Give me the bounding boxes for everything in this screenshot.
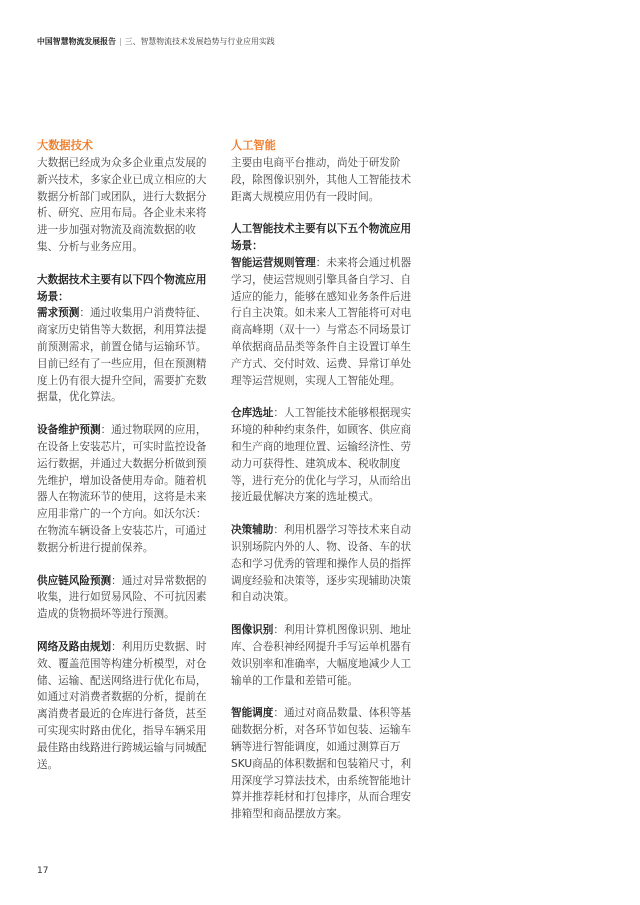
- ai-scenario-4: [231, 622, 413, 689]
- chapter-title: 三、智慧物流技术发展趋势与行业应用实践: [124, 37, 275, 46]
- ai-scenario-5: [231, 705, 413, 823]
- item-text: ：通过物联网的应用，在设备上安装芯片，可实时监控设备运行数据，并通过大数据分析做到预先维护，增加设备使用寿命。随着机器人在物流环节的使用，这将是未来应用非常广的一个方向。如沃尔沃：在物流车辆设备上安装芯片，可通过数据分析进行提前保养。: [37, 424, 207, 554]
- big-data-intro: 大数据已经成为众多企业重点发展的新兴技术，多家企业已成立相应的大数据分析部门或团队，进行大数据分析、研究、应用布局。各企业未来将进一步加强对物流及商流数据的收集、分析与业务应用。: [37, 157, 207, 253]
- left-column: [37, 138, 217, 789]
- section-title-ai: 人工智能: [231, 139, 276, 152]
- item-text: ：通过对异常数据的收集，进行如贸易风险、不可抗因素造成的货物损坏等进行预测。: [37, 574, 207, 621]
- ai-scenario-1: [231, 221, 413, 389]
- item-text: ：利用机器学习等技术来自动识别场院内外的人、物、设备、车的状态和学习优秀的管理和操作人员的指挥调度经验和决策等，逐步实现辅助决策和自动决策。: [231, 524, 412, 604]
- item-text: ：未来将会通过机器学习，使运营规则引擎具备自学习、自适应的能力，能够在感知业务条件后进行自主决策。如未来人工智能将可对电商高峰期（双十一）与常态不同场景订单依据商品品类等条件自主设置订单生产方式、交付时效、运费、异常订单处理等运营规则，实现人工智能处理。: [231, 256, 412, 387]
- ai-scenarios-lead: 人工智能技术主要有以下五个物流应用场景：: [231, 223, 412, 253]
- item-text: ：通过收集用户消费特征、商家历史销售等大数据，利用算法提前预测需求，前置仓储与运输环节。目前已经有了一些应用，但在预测精度上仍有很大提升空间，需要扩充数据量，优化算法。: [37, 307, 207, 404]
- item-text: ：人工智能技术能够根据现实环境的种种约束条件，如顾客、供应商和生产商的地理位置、运输经济性、劳动力可获得性、建筑成本、税收制度等，进行充分的优化与学习，从而给出接近最优解决方案的选址模式。: [231, 407, 412, 504]
- item-text: ：利用历史数据、时效、覆盖范围等构建分析模型，对仓储、运输、配送网络进行优化布局，如通过对消费者数据的分析，提前在离消费者最近的仓库进行备货，甚至可实现实时路由优化，指导车辆采用最佳路由线路进行跨城运输与同城配送。: [37, 640, 207, 771]
- big-data-scenario-3: [37, 573, 217, 623]
- big-data-scenario-4: [37, 639, 217, 773]
- right-column: [231, 138, 413, 839]
- big-data-scenario-2: [37, 422, 217, 556]
- item-term: 设备维护预测: [37, 424, 101, 437]
- ai-scenario-2: [231, 405, 413, 506]
- section-title-big-data: 大数据技术: [37, 139, 93, 152]
- item-text: ：利用计算机图像识别、地址库、合卷积神经网提升手写运单机器有效识别率和准确率，大幅度地减少人工输单的工作量和差错可能。: [231, 624, 412, 687]
- item-term: 决策辅助: [231, 524, 274, 537]
- item-term: 需求预测: [37, 307, 80, 320]
- header-separator: |: [118, 37, 122, 46]
- item-term: 仓库选址: [231, 407, 274, 420]
- big-data-scenario-1: [37, 272, 217, 406]
- page-number: 17: [37, 866, 49, 876]
- item-term: 供应链风险预测: [37, 574, 112, 587]
- item-text: ：通过对商品数量、体积等基础数据分析，对各环节如包装、运输车辆等进行智能调度，如通过测算百万SKU商品的体积数据和包装箱尺寸，利用深度学习算法技术，由系统智能地计算并推荐耗材和打包排序，从而合理安排箱型和商品摆放方案。: [231, 707, 412, 821]
- item-term: 图像识别: [231, 624, 274, 637]
- item-term: 智能调度: [231, 707, 274, 720]
- ai-scenario-3: [231, 522, 413, 606]
- item-term: 智能运营规则管理: [231, 256, 316, 269]
- ai-intro: 主要由电商平台推动，尚处于研发阶段，除图像识别外，其他人工智能技术距离大规模应用仍有一段时间。: [231, 157, 412, 203]
- item-term: 网络及路由规划: [37, 640, 112, 653]
- big-data-scenarios-lead: 大数据技术主要有以下四个物流应用场景：: [37, 273, 207, 303]
- report-title: 中国智慧物流发展报告: [37, 37, 116, 46]
- running-header: [37, 36, 275, 47]
